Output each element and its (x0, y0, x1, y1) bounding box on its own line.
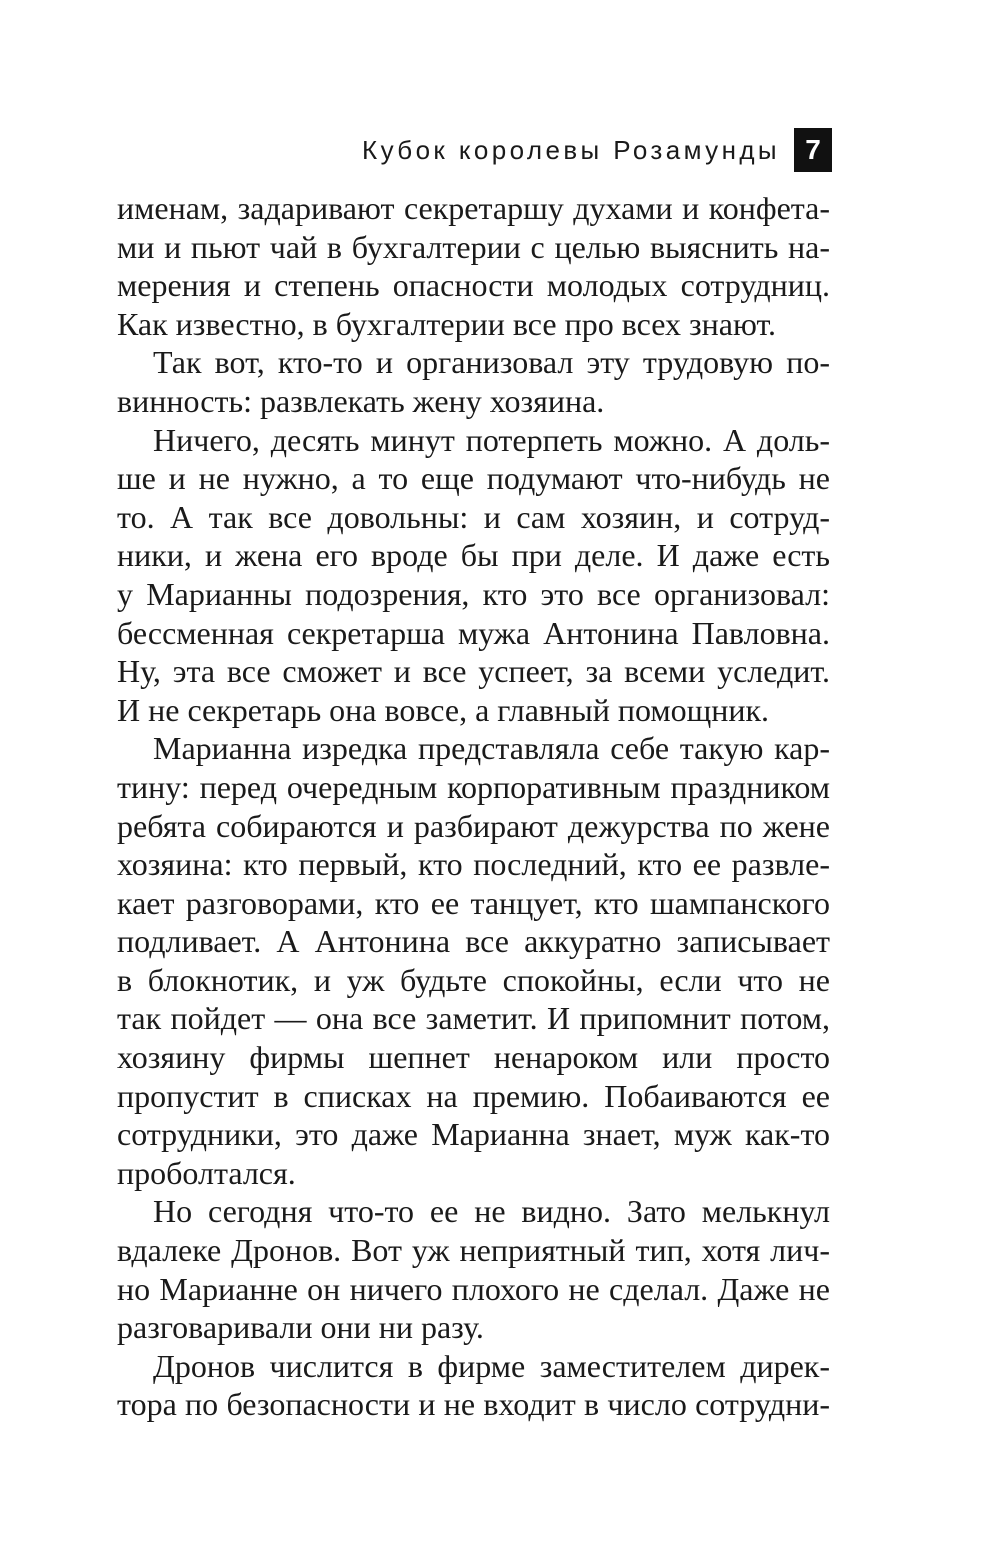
text-line: Ну, эта все сможет и все успеет, за всеми уследит. (117, 653, 830, 690)
text-line: Но сегодня что-то ее не видно. Зато мелькнул (153, 1193, 830, 1230)
text-line: тину: перед очередным корпоративным праздником (117, 768, 830, 805)
text-line: ники, и жена его вроде бы при деле. И даже есть (117, 537, 830, 574)
paragraph-3 (117, 421, 830, 730)
text-line: Ничего, десять минут потерпеть можно. А доль- (153, 421, 830, 458)
text-line: ше и не нужно, а то еще подумают что-нибудь не (117, 460, 830, 497)
text-line: винность: развлекать жену хозяина. (117, 382, 605, 419)
paragraph-2 (117, 343, 830, 420)
text-line: именам, задаривают секретаршу духами и конфета- (117, 190, 830, 226)
running-header (362, 128, 832, 172)
text-line: подливает. А Антонина все аккуратно записывает (117, 923, 830, 960)
text-line: у Марианны подозрения, кто это все организовал: (117, 575, 830, 612)
body-text (117, 189, 830, 1424)
text-line: хозяина: кто первый, кто последний, кто ее развле- (117, 846, 830, 883)
text-line: И не секретарь она вовсе, а главный помощник. (117, 691, 770, 728)
text-line: так пойдет — она все заметит. И припомнит потом, (117, 1000, 830, 1037)
text-line: кает разговорами, кто ее танцует, кто шампанского (117, 884, 830, 921)
text-line: ребята собираются и разбирают дежурства по жене (117, 807, 830, 844)
running-title: Кубок королевы Розамунды (362, 135, 780, 165)
paragraph-4 (117, 729, 830, 1192)
text-line: то. А так все довольны: и сам хозяин, и сотруд- (117, 498, 830, 535)
paragraph-6 (117, 1347, 830, 1424)
text-line: Марианна изредка представляла себе такую кар- (153, 730, 830, 767)
paragraph-5 (117, 1192, 830, 1346)
text-line: тора по безопасности и не входит в число сотрудни- (117, 1386, 830, 1423)
paragraph-1 (117, 189, 830, 343)
text-line: разговаривали они ни разу. (117, 1309, 484, 1346)
text-line: в блокнотик, и уж будьте спокойны, если что не (117, 961, 830, 998)
text-line: но Марианне он ничего плохого не сделал. Даже не (117, 1270, 830, 1307)
text-line: ми и пьют чай в бухгалтерии с целью выяснить на- (117, 228, 830, 265)
text-line: сотрудники, это даже Марианна знает, муж как-то (117, 1116, 830, 1153)
text-line: мерения и степень опасности молодых сотрудниц. (117, 267, 830, 304)
text-line: вдалеке Дронов. Вот уж неприятный тип, хотя лич- (117, 1232, 830, 1269)
text-line: Дронов числится в фирме заместителем дирек- (153, 1347, 830, 1384)
text-line: бессменная секретарша мужа Антонина Павловна. (117, 614, 830, 651)
text-line: пропустит в списках на премию. Побаиваются ее (117, 1077, 830, 1114)
text-line: Так вот, кто-то и организовал эту трудовую по- (153, 344, 830, 381)
text-line: проболтался. (117, 1154, 296, 1191)
text-line: хозяину фирмы шепнет ненароком или просто (117, 1039, 830, 1076)
text-line: Как известно, в бухгалтерии все про всех знают. (117, 305, 777, 342)
page-number: 7 (794, 128, 832, 172)
